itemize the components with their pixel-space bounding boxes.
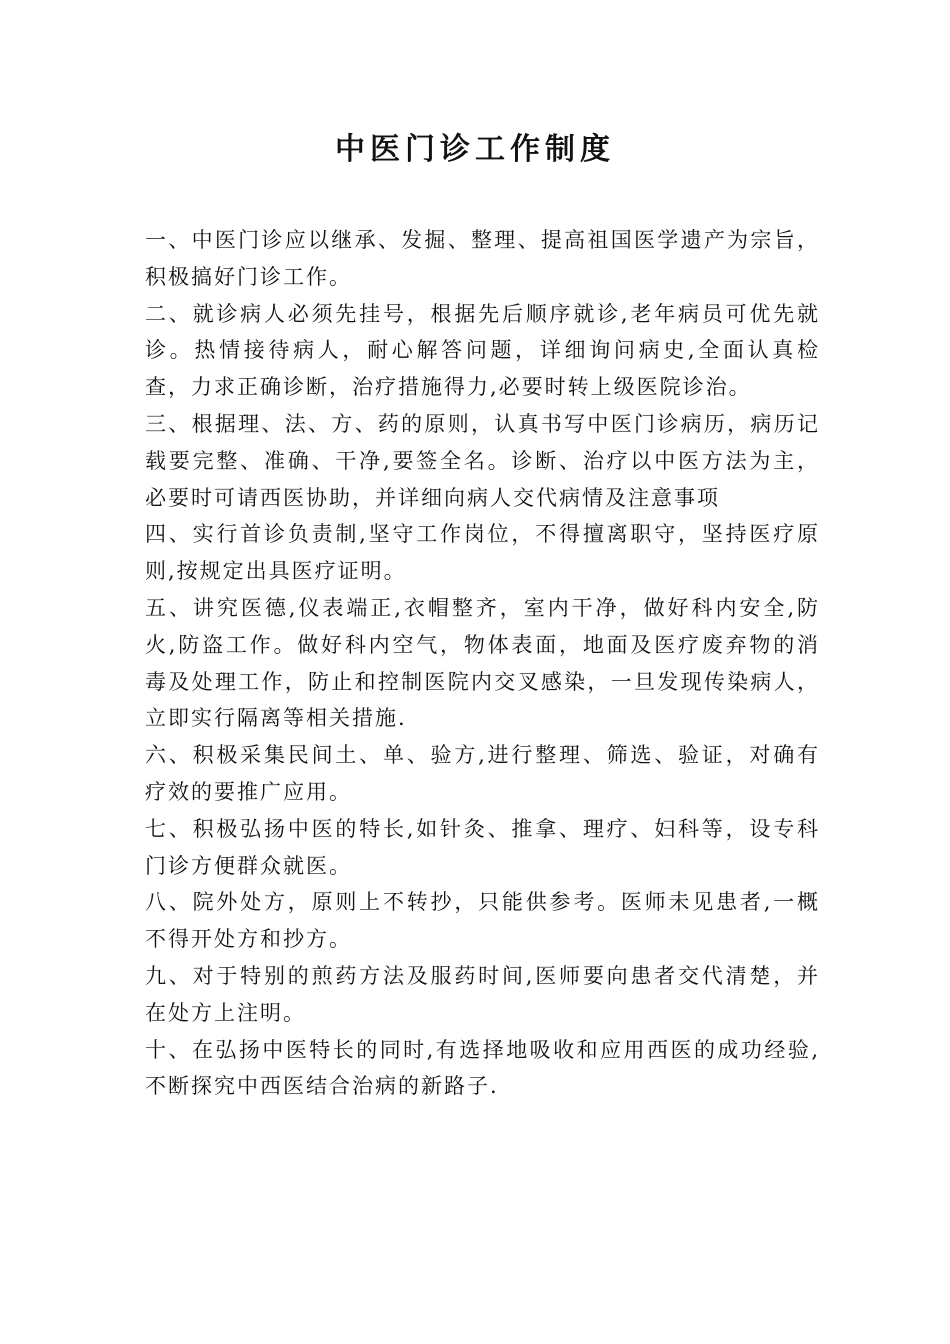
paragraph-9: 九、对于特别的煎药方法及服药时间,医师要向患者交代清楚，并在处方上注明。	[145, 963, 820, 1025]
document-title: 中医门诊工作制度	[335, 132, 615, 167]
document-body	[145, 222, 820, 1105]
paragraph-6: 六、积极采集民间土、单、验方,进行整理、筛选、验证，对确有疗效的要推广应用。	[145, 743, 820, 804]
paragraph-2: 二、就诊病人必须先挂号，根据先后顺序就诊,老年病员可优先就诊。热情接待病人，耐心解答问题，详细询问病史,全面认真检查，力求正确诊断，治疗措施得力,必要时转上级医院诊治。	[145, 301, 820, 400]
paragraph-5: 五、讲究医德,仪表端正,衣帽整齐，室内干净，做好科内安全,防火,防盗工作。做好科内空气，物体表面，地面及医疗废弃物的消毒及处理工作，防止和控制医院内交叉感染，一旦发现传染病人，立即实行隔离等相关措施.	[145, 595, 820, 731]
paragraph-1: 一、中医门诊应以继承、发掘、整理、提高祖国医学遗产为宗旨，积极搞好门诊工作。	[145, 228, 820, 289]
paragraph-4: 四、实行首诊负责制,坚守工作岗位，不得擅离职守，坚持医疗原则,按规定出具医疗证明。	[145, 522, 820, 584]
paragraph-8: 八、院外处方，原则上不转抄，只能供参考。医师未见患者,一概不得开处方和抄方。	[145, 890, 820, 952]
paragraph-7: 七、积极弘扬中医的特长,如针灸、推拿、理疗、妇科等，设专科门诊方便群众就医。	[145, 816, 820, 878]
paragraph-10: 十、在弘扬中医特长的同时,有选择地吸收和应用西医的成功经验,不断探究中西医结合治病的新路子.	[145, 1037, 820, 1099]
paragraph-3: 三、根据理、法、方、药的原则，认真书写中医门诊病历，病历记载要完整、准确、干净,要签全名。诊断、治疗以中医方法为主，必要时可请西医协助，并详细向病人交代病情及注意事项	[145, 411, 820, 510]
